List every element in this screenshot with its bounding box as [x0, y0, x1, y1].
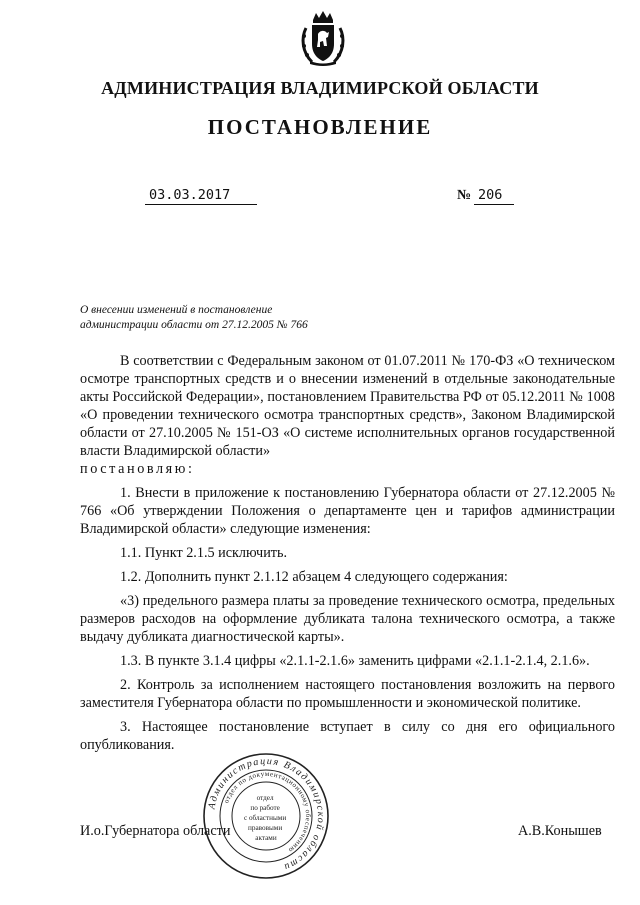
- document-type-title: ПОСТАНОВЛЕНИЕ: [207, 115, 433, 139]
- paragraph-1-3: 1.3. В пункте 3.1.4 цифры «2.1.1-2.1.6» заменить цифрами «2.1.1-2.1.4, 2.1.6».: [120, 653, 590, 669]
- preamble-text: В соответствии с Федеральным законом от 01.07.2011 № 170-ФЗ «О техническом осмотре транспортных средств и о внесении изменений в отдельные законодательные акты Российской Федерации», постановлением Правительства РФ от 05.12.2011 № 1008 «О проведении технического осмотра транспортных средств», Законом Владимирской области от 27.10.2005 № 151-ОЗ «О системе исполнительных органов государственной власти Владимирской области»: [80, 353, 615, 459]
- subject-line-1: О внесении изменений в постановление: [80, 304, 273, 316]
- signatory-name: А.В.Конышев: [518, 823, 602, 839]
- paragraph-2: 2. Контроль за исполнением настоящего постановления возложить на первого заместителя Губернатора области по промышленности и экономической политике.: [80, 677, 615, 711]
- paragraph-1-2: 1.2. Дополнить пункт 2.1.12 абзацем 4 следующего содержания:: [120, 569, 508, 585]
- document-body: [80, 352, 615, 760]
- paragraph-1-2-quote: «3) предельного размера платы за проведение технического осмотра, предельных размеров расходов на оформление дубликата талона технического осмотра, а также выдачу дубликата диагностической карты».: [80, 593, 615, 645]
- organization-name: АДМИНИСТРАЦИЯ ВЛАДИМИРСКОЙ ОБЛАСТИ: [101, 78, 539, 98]
- stamp-center-line-5: актами: [255, 834, 277, 842]
- number-sign: №: [457, 188, 472, 203]
- official-stamp-icon: [202, 752, 330, 880]
- stamp-center-line-4: правовыми: [248, 824, 283, 832]
- document-number: 206: [474, 187, 514, 205]
- coat-of-arms-icon: [298, 10, 348, 66]
- stamp-center-line-2: по работе: [250, 804, 280, 812]
- paragraph-1: 1. Внести в приложение к постановлению Губернатора области от 27.12.2005 № 766 «Об утверждении Положения о департаменте цен и тарифов администрации Владимирской области» следующие изменения:: [80, 485, 615, 537]
- document-subject: [80, 303, 380, 333]
- paragraph-3: 3. Настоящее постановление вступает в силу со дня его официального опубликования.: [80, 719, 615, 753]
- stamp-center-line-1: отдел: [256, 794, 274, 802]
- stamp-center-line-3: с областными: [243, 814, 287, 822]
- svg-text:отдел по работе с: [244, 794, 288, 842]
- decree-word: постановляю:: [80, 461, 195, 477]
- signatory-position: И.о.Губернатора области: [80, 823, 231, 839]
- document-date: 03.03.2017: [145, 187, 257, 205]
- preamble-paragraph: [80, 352, 615, 478]
- stamp-outer-text: Администрация Владимирской области: [206, 755, 327, 873]
- stamp-inner-text: отдел по документационному обеспечению: [222, 769, 313, 855]
- paragraph-1-1: 1.1. Пункт 2.1.5 исключить.: [120, 545, 288, 561]
- subject-line-2: администрации области от 27.12.2005 № 766: [80, 319, 308, 331]
